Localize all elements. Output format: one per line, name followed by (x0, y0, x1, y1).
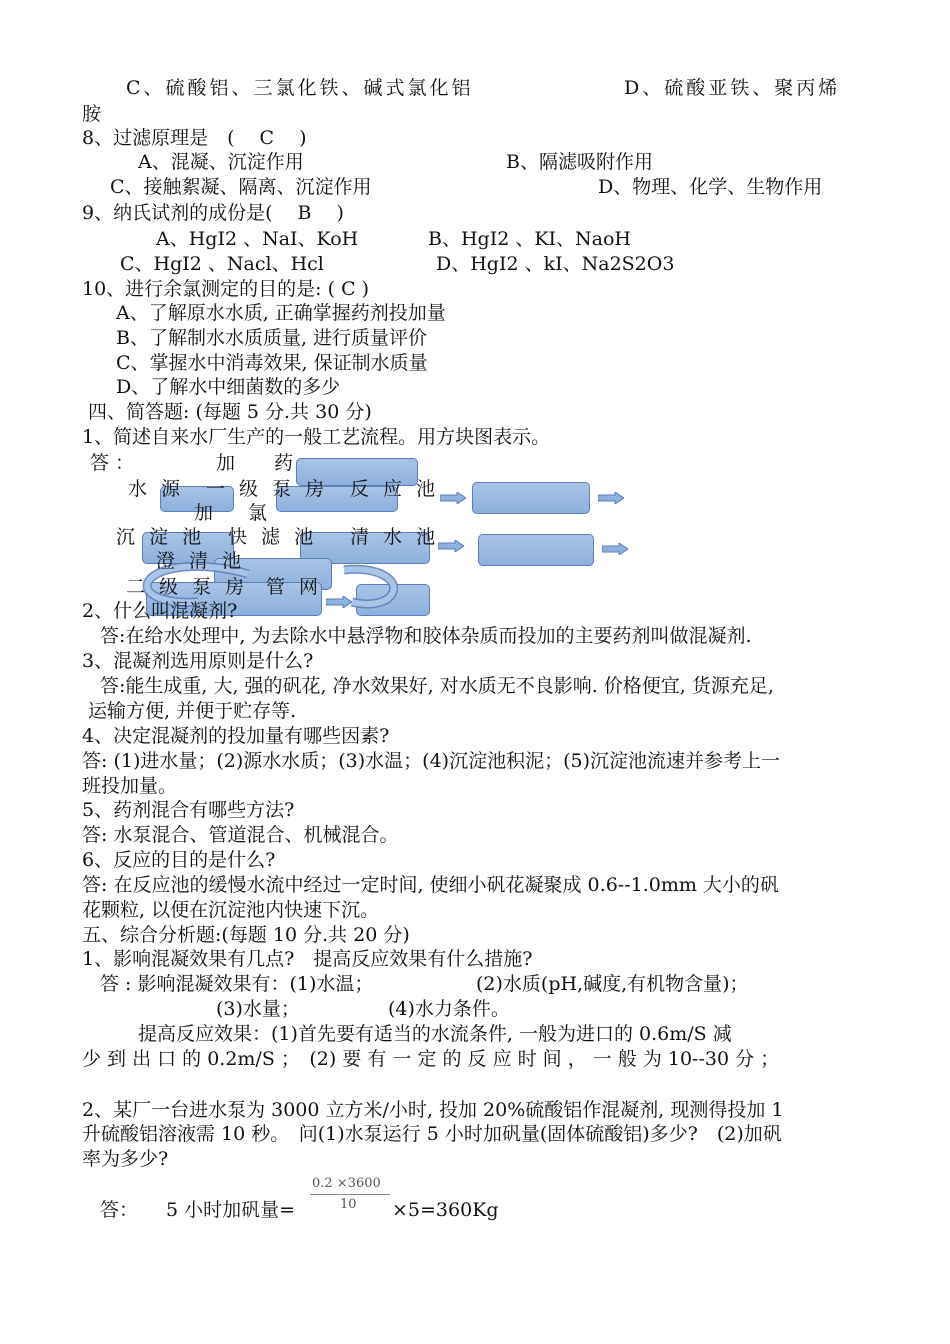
s2-answer: 答:在给水处理中, 为去除水中悬浮物和胶体杂质而投加的主要药剂叫做混凝剂. (100, 625, 752, 647)
fraction-bar (310, 1194, 390, 1195)
flow-label-add-chemical: 加 药 (216, 452, 304, 474)
c2-question-1: 2、某厂一台进水泵为 3000 立方米/小时, 投加 20%硫酸铝作混凝剂, 现测得投加 1 (82, 1099, 784, 1121)
q9-option-c: C、HgI2 、Nacl、Hcl (120, 253, 324, 275)
flow-box (472, 482, 590, 514)
c1-answer-2a: (3)水量； (216, 998, 300, 1020)
s2-question: 2、什么叫混凝剂? (82, 600, 238, 622)
q7-option-c: C、硫酸铝、三氯化铁、碱式氯化铝 (126, 77, 474, 99)
s5-question: 5、药剂混合有哪些方法? (82, 799, 295, 821)
s6-answer-1: 答: 在反应池的缓慢水流中经过一定时间, 使细小矾花凝聚成 0.6--1.0mm 大小的矾 (82, 874, 779, 896)
section-4-heading: 四、简答题: (每题 5 分.共 30 分) (88, 401, 372, 423)
q10-option-a: A、了解原水水质, 正确掌握药剂投加量 (116, 302, 446, 324)
flow-arrow-icon (598, 492, 624, 504)
q8-question: 8、过滤原理是 ( C ) (82, 127, 307, 149)
q10-option-b: B、了解制水水质质量, 进行质量评价 (116, 327, 428, 349)
s5-answer: 答: 水泵混合、管道混合、机械混合。 (82, 824, 399, 846)
c2-answer-label: 答： (100, 1199, 139, 1221)
c2-answer-text: 5 小时加矾量= (166, 1199, 296, 1221)
c2-question-3: 率为多少? (82, 1148, 169, 1170)
c1-answer-1a: 答 : 影响混凝效果有：(1)水温； (100, 973, 374, 995)
q8-option-a: A、混凝、沉淀作用 (138, 151, 304, 173)
q7-option-d-cont: 胺 (82, 103, 102, 125)
q9-option-a: A、HgI2 、NaI、KoH (156, 228, 359, 250)
flow-label-filter-pool: 快 滤 池 (228, 526, 318, 548)
flow-label-clarifier: 澄 清 池 (156, 550, 246, 572)
c1-answer-3: 提高反应效果：(1)首先要有适当的水流条件, 一般为进口的 0.6m/S 减 (138, 1023, 732, 1045)
flow-label-pump-1: 一 级 泵 房 (206, 478, 329, 500)
s1-answer-label: 答： (90, 452, 141, 474)
flow-label-reaction-pool: 反 应 池 (350, 478, 440, 500)
flow-box (478, 534, 594, 566)
section-5-heading: 五、综合分析题:(每题 10 分.共 20 分) (82, 924, 410, 946)
q10-question: 10、进行余氯测定的目的是: ( C ) (82, 278, 370, 300)
c2-answer-result: ×5=360Kg (392, 1199, 499, 1221)
q10-option-d: D、了解水中细菌数的多少 (116, 376, 341, 398)
fraction-numerator: 0.2 ×3600 (312, 1176, 381, 1191)
s3-answer-1: 答:能生成重, 大, 强的矾花, 净水效果好, 对水质无不良影响. 价格便宜, 货源充足, (100, 675, 774, 697)
c2-question-2: 升硫酸铝溶液需 10 秒。 问(1)水泵运行 5 小时加矾量(固体硫酸铝)多少? (2)加矾 (82, 1123, 782, 1145)
c1-question: 1、影响混凝效果有几点? 提高反应效果有什么措施? (82, 948, 533, 970)
s4-answer-2: 班投加量。 (82, 775, 178, 797)
flow-label-pipe-network: 管 网 (266, 576, 323, 598)
s3-answer-2: 运输方便, 并便于贮存等. (88, 700, 297, 722)
q8-option-d: D、物理、化学、生物作用 (598, 176, 823, 198)
s6-answer-2: 花颗粒, 以便在沉淀池内快速下沉。 (82, 899, 380, 921)
s4-question: 4、决定混凝剂的投加量有哪些因素? (82, 725, 390, 747)
flow-label-add-chlorine: 加 氯 (194, 502, 276, 524)
q9-question: 9、纳氏试剂的成份是( B ) (82, 202, 344, 224)
q9-option-b: B、HgI2 、KI、NaoH (428, 228, 631, 250)
flow-arrow-icon (440, 492, 466, 504)
flow-arrow-icon (602, 543, 628, 555)
flow-label-sediment-pool: 沉 淀 池 (116, 526, 206, 548)
q8-option-b: B、隔滤吸附作用 (506, 151, 653, 173)
c1-answer-4: 少 到 出 口 的 0.2m/S ； (2) 要 有 一 定 的 反 应 时 间 ， 一 般 为 10--30 分 ； (82, 1048, 780, 1070)
q8-option-c: C、接触絮凝、隔离、沉淀作用 (110, 176, 372, 198)
fraction-denominator: 10 (340, 1197, 357, 1212)
c1-answer-2b: (4)水力条件。 (388, 998, 510, 1020)
s3-question: 3、混凝剂选用原则是什么? (82, 650, 314, 672)
c1-answer-1b: (2)水质(pH,碱度,有机物含量)； (476, 973, 749, 995)
s6-question: 6、反应的目的是什么? (82, 849, 276, 871)
flow-label-clear-water-pool: 清 水 池 (350, 526, 440, 548)
flow-arrow-icon (438, 540, 464, 552)
flow-label-water-source: 水 源 (128, 478, 185, 500)
s1-question: 1、简述自来水厂生产的一般工艺流程。用方块图表示。 (82, 426, 551, 448)
curved-arrow-icon (338, 562, 408, 610)
flow-label-pump-2: 二 级 泵 房 (126, 576, 249, 598)
q9-option-d: D、HgI2 、kI、Na2S2O3 (436, 253, 675, 275)
s4-answer-1: 答: (1)进水量；(2)源水水质；(3)水温；(4)沉淀池积泥；(5)沉淀池流速并参考上一 (82, 750, 781, 772)
q7-option-d: D、硫酸亚铁、聚丙烯 (624, 77, 841, 99)
q10-option-c: C、掌握水中消毒效果, 保证制水质量 (116, 352, 428, 374)
